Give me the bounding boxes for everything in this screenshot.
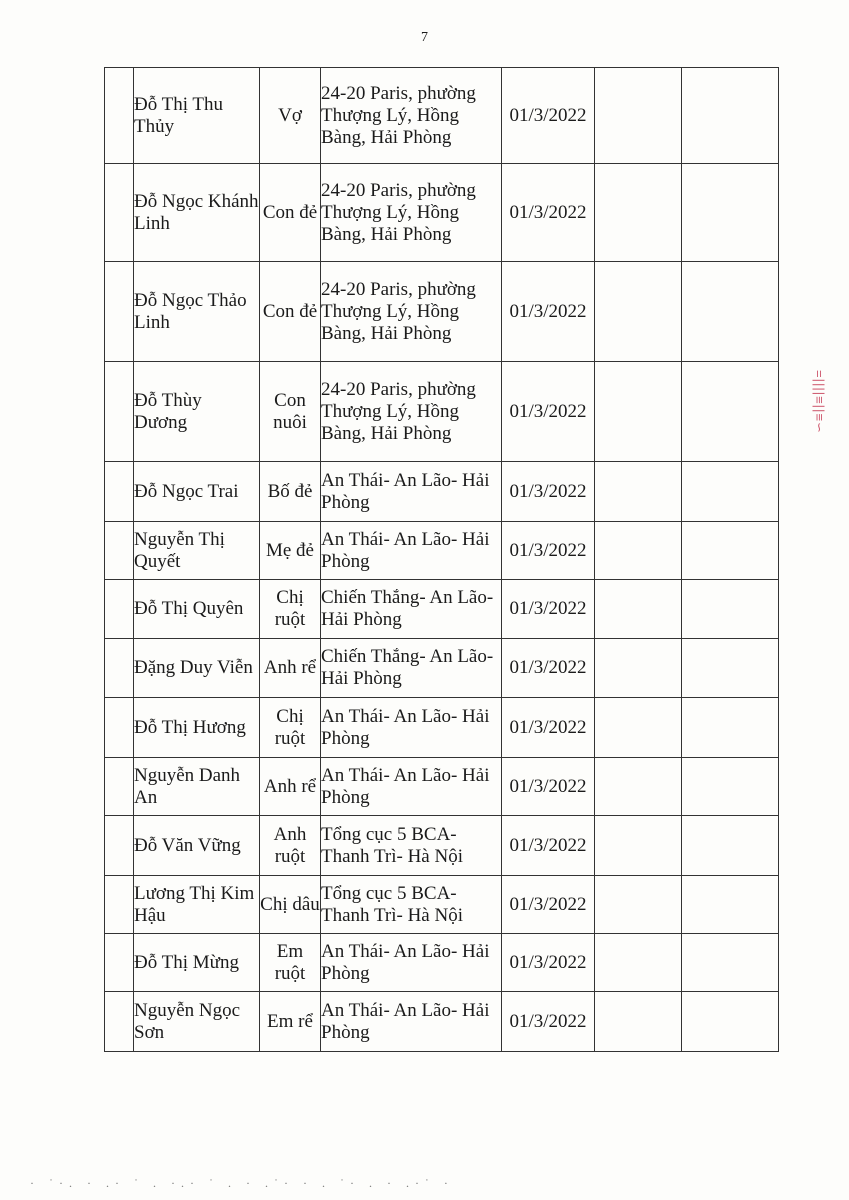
table-row — [105, 462, 779, 522]
address-cell: An Thái- An Lão- Hải Phòng — [321, 934, 502, 992]
side-stamp-marks: =||||≡||≡∽ — [812, 370, 827, 434]
notes-cell — [682, 816, 779, 876]
notes-cell — [682, 164, 779, 262]
empty-cell — [595, 362, 682, 462]
table-row — [105, 876, 779, 934]
date-cell: 01/3/2022 — [502, 816, 595, 876]
relation-cell: Con đẻ — [260, 164, 321, 262]
name-cell: Đỗ Thị Thu Thủy — [134, 68, 260, 164]
name-cell: Đặng Duy Viễn — [134, 639, 260, 698]
stt-cell — [105, 522, 134, 580]
name-cell: Đỗ Thùy Dương — [134, 362, 260, 462]
notes-cell — [682, 992, 779, 1052]
relation-cell: Em rể — [260, 992, 321, 1052]
stt-cell — [105, 362, 134, 462]
notes-cell — [682, 698, 779, 758]
stt-cell — [105, 992, 134, 1052]
address-cell: An Thái- An Lão- Hải Phòng — [321, 698, 502, 758]
date-cell: 01/3/2022 — [502, 639, 595, 698]
table-row — [105, 522, 779, 580]
stt-cell — [105, 758, 134, 816]
stt-cell — [105, 164, 134, 262]
date-cell: 01/3/2022 — [502, 362, 595, 462]
name-cell: Lương Thị Kim Hậu — [134, 876, 260, 934]
table-row — [105, 758, 779, 816]
empty-cell — [595, 992, 682, 1052]
relation-cell: Con nuôi — [260, 362, 321, 462]
stt-cell — [105, 816, 134, 876]
empty-cell — [595, 68, 682, 164]
table-row — [105, 262, 779, 362]
name-cell: Đỗ Văn Vững — [134, 816, 260, 876]
address-cell: An Thái- An Lão- Hải Phòng — [321, 758, 502, 816]
empty-cell — [595, 462, 682, 522]
table-row — [105, 639, 779, 698]
relation-cell: Em ruột — [260, 934, 321, 992]
empty-cell — [595, 698, 682, 758]
address-cell: 24-20 Paris, phường Thượng Lý, Hồng Bàng, Hải Phòng — [321, 262, 502, 362]
relation-cell: Anh rể — [260, 639, 321, 698]
name-cell: Đỗ Ngọc Khánh Linh — [134, 164, 260, 262]
empty-cell — [595, 758, 682, 816]
address-cell: Chiến Thắng- An Lão- Hải Phòng — [321, 580, 502, 639]
name-cell: Đỗ Ngọc Thảo Linh — [134, 262, 260, 362]
address-cell: An Thái- An Lão- Hải Phòng — [321, 462, 502, 522]
date-cell: 01/3/2022 — [502, 462, 595, 522]
date-cell: 01/3/2022 — [502, 876, 595, 934]
notes-cell — [682, 934, 779, 992]
empty-cell — [595, 580, 682, 639]
stt-cell — [105, 262, 134, 362]
date-cell: 01/3/2022 — [502, 522, 595, 580]
table-row — [105, 580, 779, 639]
stt-cell — [105, 876, 134, 934]
stt-cell — [105, 639, 134, 698]
date-cell: 01/3/2022 — [502, 580, 595, 639]
relation-cell: Chị dâu — [260, 876, 321, 934]
empty-cell — [595, 876, 682, 934]
empty-cell — [595, 522, 682, 580]
relation-cell: Bố đẻ — [260, 462, 321, 522]
address-cell: Chiến Thắng- An Lão- Hải Phòng — [321, 639, 502, 698]
table-row — [105, 164, 779, 262]
address-cell: 24-20 Paris, phường Thượng Lý, Hồng Bàng, Hải Phòng — [321, 68, 502, 164]
name-cell: Nguyễn Thị Quyết — [134, 522, 260, 580]
table-row — [105, 362, 779, 462]
address-cell: 24-20 Paris, phường Thượng Lý, Hồng Bàng, Hải Phòng — [321, 362, 502, 462]
table-row — [105, 68, 779, 164]
address-cell: 24-20 Paris, phường Thượng Lý, Hồng Bàng, Hải Phòng — [321, 164, 502, 262]
empty-cell — [595, 816, 682, 876]
name-cell: Đỗ Thị Hương — [134, 698, 260, 758]
name-cell: Đỗ Ngọc Trai — [134, 462, 260, 522]
empty-cell — [595, 164, 682, 262]
stt-cell — [105, 462, 134, 522]
table-row — [105, 698, 779, 758]
name-cell: Nguyễn Danh An — [134, 758, 260, 816]
relatives-table — [104, 67, 779, 1052]
notes-cell — [682, 362, 779, 462]
date-cell: 01/3/2022 — [502, 934, 595, 992]
scan-specks: · ˙·. · .· ˙ . ·.· ˙ . · .˙· · . ˙· . · .·˙ · — [30, 1176, 454, 1190]
relation-cell: Anh rể — [260, 758, 321, 816]
address-cell: Tổng cục 5 BCA- Thanh Trì- Hà Nội — [321, 876, 502, 934]
notes-cell — [682, 639, 779, 698]
stt-cell — [105, 580, 134, 639]
date-cell: 01/3/2022 — [502, 758, 595, 816]
date-cell: 01/3/2022 — [502, 262, 595, 362]
address-cell: An Thái- An Lão- Hải Phòng — [321, 992, 502, 1052]
date-cell: 01/3/2022 — [502, 992, 595, 1052]
date-cell: 01/3/2022 — [502, 698, 595, 758]
table-row — [105, 816, 779, 876]
notes-cell — [682, 262, 779, 362]
table-row — [105, 992, 779, 1052]
table-row — [105, 934, 779, 992]
empty-cell — [595, 639, 682, 698]
address-cell: Tổng cục 5 BCA- Thanh Trì- Hà Nội — [321, 816, 502, 876]
address-cell: An Thái- An Lão- Hải Phòng — [321, 522, 502, 580]
notes-cell — [682, 758, 779, 816]
notes-cell — [682, 876, 779, 934]
relation-cell: Mẹ đẻ — [260, 522, 321, 580]
relation-cell: Chị ruột — [260, 580, 321, 639]
page-number: 7 — [421, 30, 428, 45]
stt-cell — [105, 68, 134, 164]
date-cell: 01/3/2022 — [502, 164, 595, 262]
empty-cell — [595, 262, 682, 362]
relation-cell: Anh ruột — [260, 816, 321, 876]
name-cell: Đỗ Thị Quyên — [134, 580, 260, 639]
empty-cell — [595, 934, 682, 992]
stt-cell — [105, 934, 134, 992]
notes-cell — [682, 522, 779, 580]
relation-cell: Con đẻ — [260, 262, 321, 362]
relatives-table-body — [105, 68, 779, 1052]
date-cell: 01/3/2022 — [502, 68, 595, 164]
notes-cell — [682, 580, 779, 639]
name-cell: Đỗ Thị Mừng — [134, 934, 260, 992]
notes-cell — [682, 68, 779, 164]
relation-cell: Vợ — [260, 68, 321, 164]
relation-cell: Chị ruột — [260, 698, 321, 758]
notes-cell — [682, 462, 779, 522]
stt-cell — [105, 698, 134, 758]
name-cell: Nguyễn Ngọc Sơn — [134, 992, 260, 1052]
